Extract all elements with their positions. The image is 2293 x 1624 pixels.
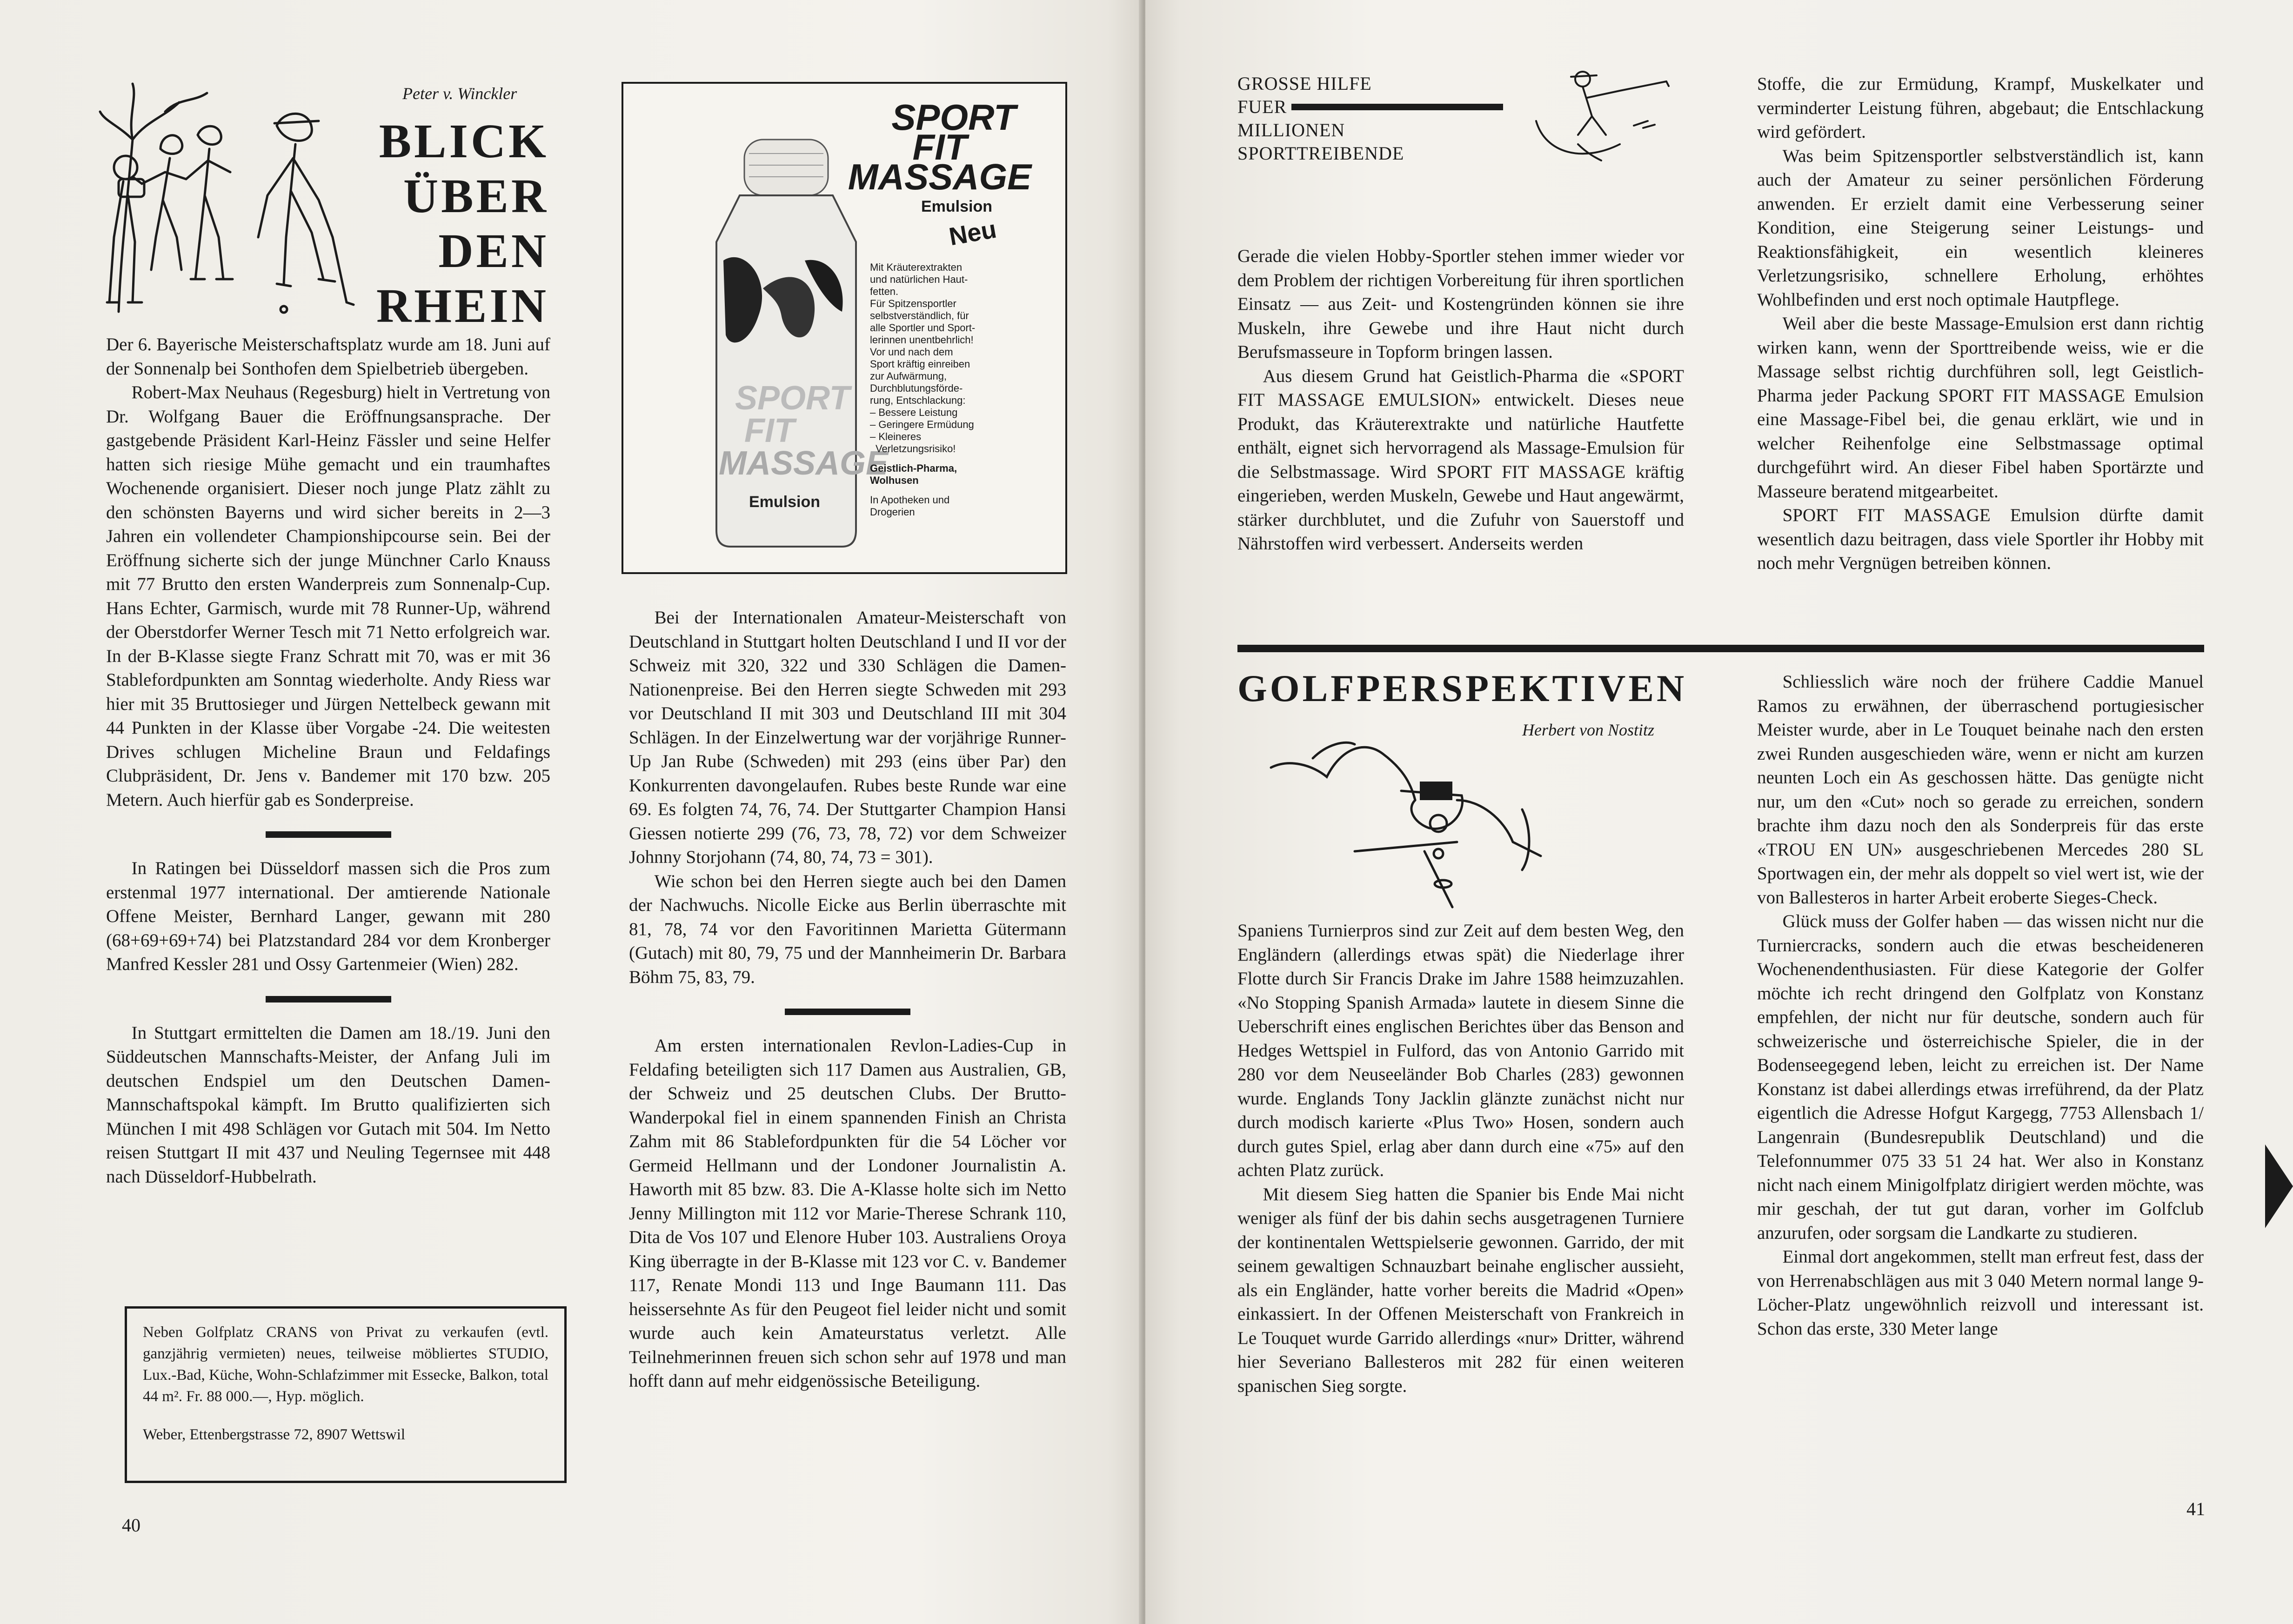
ad-body-line: rung, Entschlackung: (870, 394, 966, 406)
ad-company-line: Wolhusen (870, 475, 919, 486)
bottle-label-fit: FIT (744, 412, 795, 449)
article-author: Peter v. Winckler (402, 84, 517, 103)
golfers-cartoon-illustration (100, 84, 361, 316)
article-title (358, 114, 549, 334)
top-article-column-1 (1237, 244, 1684, 556)
heading-line: SPORTTREIBENDE (1237, 143, 1404, 164)
article-paragraph: Was beim Spitzensportler selbstverständlich ist, kann auch der Amateur zu seiner persönlichen Förderung anwenden. Er erzielt damit eine Verbesserung seiner Kondition, eine Steigerung seiner Leistungs- und Reaktionsfähigkeit, ein wesentlich kleineres Verletzungsrisiko, schnellere Erholung, erhöhtes Wohlbefinden und erst noch optimale Hautpflege. (1757, 146, 2204, 310)
ad-availability-line: Drogerien (870, 506, 915, 518)
fallen-golfer-cartoon (1262, 730, 1587, 916)
bottom-article-column-1 (1237, 919, 1684, 1398)
heading-line-text: FUER (1237, 96, 1287, 117)
ad-availability-line: In Apotheken und (870, 494, 950, 506)
classified-ad (125, 1306, 567, 1483)
top-article-column-2 (1757, 72, 2204, 575)
article-paragraph: Stoffe, die zur Ermüdung, Krampf, Muskelkater und verminderter Leistung führen, abgebaut; die Entschlackung wird gefördert. (1757, 74, 2204, 142)
article-paragraph: Bei der Internationalen Amateur-Meisterschaft von Deutschland in Stuttgart holten Deutschland I und II vor der Schweiz mit 320, 322 und 330 Schlägen die Damen-Nationenpreise. Bei den Herren siegte Schweden mit 293 vor Deutschland II mit 303 und Deutschland III mit 304 Schlägen. In der Einzelwertung war der vorjährige Runner-Up Jan Rube (Schweden) mit 293 (eins über Par) den Konkurrenten davongelaufen. Rubes beste Runde war eine 69. Es folgten 74, 76, 74. Der Stuttgarter Champion Hansi Giessen notierte 299 (76, 73, 78, 72) vor dem Schweizer Johnny Storjohann (74, 80, 74, 73 = 301). (629, 608, 1066, 867)
ad-subtitle: Emulsion (921, 198, 993, 215)
ad-body-line: und natürlichen Haut- (870, 274, 968, 285)
page-number: 41 (2186, 1498, 2205, 1519)
ad-body-line: Vor und nach dem (870, 346, 953, 358)
ad-brand-line: MASSAGE (848, 156, 1032, 197)
ad-body-line: Sport kräftig einreiben (870, 358, 970, 370)
page-number: 40 (122, 1515, 140, 1536)
article-paragraph: Der 6. Bayerische Meisterschaftsplatz wurde am 18. Juni auf der Sonnenalp bei Sonthofen dem Spielbetrieb übergeben. (106, 334, 550, 379)
top-article-heading (1237, 72, 1503, 165)
bottle-label-sport: SPORT (735, 380, 850, 417)
title-line-2: ÜBER (403, 169, 549, 223)
classified-contact: Weber, Ettenbergstrasse 72, 8907 Wettswil (143, 1426, 406, 1443)
article-paragraph: Wie schon bei den Herren siegte auch bei den Damen der Nachwuchs. Nicolle Eicke aus Berlin überraschte mit 81, 78, 74 vor den Favoritinnen Marietta Gütermann (Gutach) mit 80, 79, 75 und der Mannheimerin Dr. Barbara Böhm 75, 83, 79. (629, 871, 1066, 987)
ad-body-line: – Geringere Ermüdung (870, 419, 974, 430)
ad-body-line: Durchblutungsförde- (870, 382, 963, 394)
article-paragraph: Aus diesem Grund hat Geistlich-Pharma die «SPORT FIT MASSAGE EMULSION» entwickelt. Dieses neue Produkt, das Kräuterextrakte und natürliche Hautfette enthält, eignet sich hervorragend als Massage-Emulsion für die Selbstmassage. Wird SPORT FIT MASSAGE kräftig eingerieben, werden Muskeln, Gewebe und Haut angewärmt, stärker durchblutet, und die Zufuhr von Sauerstoff und Nährstoffen wird verbessert. Anderseits werden (1237, 366, 1684, 554)
article-column-1 (106, 333, 550, 1189)
section-divider (785, 1009, 910, 1015)
heading-rule (1291, 104, 1503, 110)
left-page (0, 0, 1142, 1624)
article-paragraph: Am ersten internationalen Revlon-Ladies-Cup in Feldafing beteiligten sich 117 Damen aus Australien, GB, der Schweiz und 25 deutschen Clubs. Der Brutto-Wanderpokal fiel in einem spannenden Finish an Christa Zahm mit 86 Stablefordpunkten für die 54 Löcher vor Germeid Hellmann und der Londoner Journalistin A. Haworth mit 85 bzw. 83. Die A-Klasse holte sich im Netto Jenny Millington mit 112 vor Marie-Therese Schrank 110, Dita de Vos 107 und Elenore Huber 103. Australiens Oroya King überragte in der B-Klasse mit 123 vor C. v. Bandemer 117, Renate Mondi 113 und Inge Baumann 111. Das heissersehnte As für den Peugeot fiel leider nicht und somit wurde auch kein Amateurstatus verletzt. Alle Teilnehmerinnen freuen sich schon sehr auf 1978 und man hofft dann auf mehr eidgenössische Beteiligung. (629, 1036, 1066, 1391)
section-rule (1237, 645, 2204, 652)
ad-body-line: Mit Kräuterextrakten (870, 261, 963, 273)
article-column-2 (629, 606, 1066, 1393)
right-page (1145, 0, 2293, 1624)
article-paragraph: Mit diesem Sieg hatten die Spanier bis Ende Mai nicht weniger als fünf der bis dahin sechs ausgetragenen Turniere der kontinentalen Wettspielserie gewonnen. Garrido, der mit seinem gewaltigen Schnauzbart beinahe englischer aussieht, als ein Engländer, hatte vorher bereits die Madrid «Open» einkassiert. In der Offenen Meisterschaft von Frankreich in Le Touquet wurde Garrido allerdings «nur» Dritter, während hier Severiano Ballesteros mit 282 für einen weiteren spanischen Sieg sorgte. (1237, 1184, 1684, 1396)
title-line-4: RHEIN (376, 279, 549, 333)
bottle-label-massage: MASSAGE (719, 445, 889, 482)
ad-brand-line: FIT (912, 127, 967, 167)
classified-text: Neben Golfplatz CRANS von Privat zu verkaufen (evtl. ganzjährig vermieten) neues, teilweise möbliertes STUDIO, Lux.-Bad, Küche, Wohn-Schlafzimmer mit Essecke, Balkon, total 44 m². Fr. 88 000.—, Hyp. möglich. (143, 1324, 548, 1405)
ad-body-line: Verletzungsrisiko! (876, 443, 956, 454)
bottle-label-emulsion: Emulsion (749, 493, 821, 511)
golfperspektiven-title: GOLFPERSPEKTIVEN (1237, 667, 1687, 709)
ad-company-line: Geistlich-Pharma, (870, 462, 957, 474)
golfperspektiven-author: Herbert von Nostitz (1522, 721, 1654, 739)
bottom-article-column-2 (1757, 670, 2204, 1341)
golfer-swing-icon (1527, 65, 1680, 167)
title-line-1: BLICK (379, 114, 549, 168)
article-paragraph: Gerade die vielen Hobby-Sportler stehen immer wieder vor dem Problem der richtigen Vorbereitung für ihren sportlichen Einsatz — aus Zeit- und Kostengründen können sie ihre Muskeln, ihre Gewebe und ihre Haut nicht durch Berufsmasseure in Topform bringen lassen. (1237, 246, 1684, 362)
ad-body-line: lerinnen unentbehrlich! (870, 334, 974, 346)
ad-brand (842, 97, 1037, 197)
section-divider (266, 831, 391, 838)
heading-line (1237, 95, 1503, 119)
ad-body-line: alle Sportler und Sport- (870, 322, 976, 334)
section-divider (266, 996, 391, 1002)
heading-line: MILLIONEN (1237, 120, 1345, 140)
title-line-3: DEN (438, 224, 549, 278)
next-page-arrow-icon (2265, 1144, 2293, 1228)
ad-brand-line: SPORT (891, 97, 1016, 138)
sport-fit-massage-advertisement (622, 82, 1067, 574)
article-paragraph: Weil aber die beste Massage-Emulsion erst dann richtig wirken kann, wenn der Sporttreibende weiss, wie er die Massage selbst richtig durchführen soll, legt Geistlich-Pharma jeder Packung SPORT FIT MASSAGE Emulsion eine Massage-Fibel bei, die genau erklärt, wie und in welcher Reihenfolge eine Selbstmassage optimal durchgeführt wird. An dieser Fibel haben Sportärzte und Masseure beratend mitgearbeitet. (1757, 314, 2204, 501)
article-paragraph: Schliesslich wäre noch der frühere Caddie Manuel Ramos zu erwähnen, der überraschend portugiesischer Meister wurde, aber in Le Touquet beinahe nach den ersten zwei Runden ausgeschieden wäre, wenn er nicht am kurzen neunten Loch ein As geschossen hätte. Das genügte nicht nur, um den «Cut» noch so gerade zu erreichen, sondern brachte ihm dazu noch den als Sonderpreis für das erste «TROU EN UN» ausgeschriebenen Mercedes 280 SL Sportwagen ein, der mehr als doppelt so viel wert ist, wie der von Ballesteros in harter Arbeit eroberte Sieges-Check. (1757, 672, 2204, 908)
article-paragraph: Spaniens Turnierpros sind zur Zeit auf dem besten Weg, den Engländern (allerdings etwas spät) die Niederlage ihrer Flotte durch Sir Francis Drake im Jahre 1588 heimzuzahlen. «No Stopping Spanish Armada» lautete in diesem Sinne die Ueberschrift eines englischen Berichtes über das Benson and Hedges Wettspiel in Fulford, das von Antonio Garrido mit 280 vor dem Neuseeländer Bob Charles (283) gewonnen wurde. Englands Tony Jacklin glänzte zunächst nicht nur durch modisch karierte «Plus Two» Hosen, sondern auch durch gutes Spiel, erlag aber dann durch eine «75» auf den achten Platz zurück. (1237, 921, 1684, 1180)
ad-body-line: – Bessere Leistung (870, 407, 958, 418)
article-paragraph: Robert-Max Neuhaus (Regesburg) hielt in Vertretung von Dr. Wolfgang Bauer die Eröffnungsansprache. Der gastgebende Präsident Karl-Heinz Fässler und seine Helfer hatten sich riesige Mühe gemacht und ein traumhaftes Wochenende organisiert. Dieser noch junge Platz zählt zu den schönsten Bayerns und wird sicher bereits in 2—3 Jahren ein vollendeter Championshipcourse sein. Bei der Eröffnung sicherte sich der junge Münchner Carlo Knauss mit 77 Brutto den ersten Wanderpreis zum Sonnenalp-Cup. Hans Echter, Garmisch, wurde mit 78 Runner-Up, während der Oberstdorfer Werner Tesch mit 71 Netto erfolgreich war. In der B-Klasse siegte Franz Schratt mit 70, was er mit 36 Stablefordpunkten am Sonntag wiederholte. Andy Riess war hier mit 35 Bruttosieger und Jürgen Nettelbeck gewann mit 44 Punkten in der Klasse über Vorgabe -24. Die weitesten Drives schlugen Micheline Braun und Feldafings Clubpräsident, Dr. Jens v. Bandemer mit 170 bzw. 205 Metern. Auch hierfür gab es Sonderpreise. (106, 382, 550, 810)
article-paragraph: Glück muss der Golfer haben — das wissen nicht nur die Turniercracks, sondern auch die etwas bescheideneren Wochenendenthusiasten. Für diese Kategorie der Golfer möchte ich recht dringend den Golfplatz von Konstanz empfehlen, der nicht nur für deutsche, sondern auch für schweizerische und österreichische Spieler, die in der Bodenseegegend leben, leicht zu erreichen ist. Der Name Konstanz ist dabei allerdings etwas irreführend, da der Platz eigentlich die Adresse Hofgut Kargegg, 7753 Allensbach 1/ Langenrain (Bundesrepublik Deutschland) und die Telefonnummer 075 33 51 24 hat. Wer also in Konstanz nicht nach einem Minigolfplatz dirigiert werden möchte, was mir geschah, der tut gut daran, vorher im Golfclub anzurufen, oder sorgsam die Landkarte zu studieren. (1757, 911, 2204, 1243)
ad-body-line: – Kleineres (870, 431, 922, 442)
ad-body-line: fetten. (870, 286, 899, 297)
ad-body-text (870, 261, 991, 518)
ad-new-badge: Neu (947, 215, 999, 251)
ad-body-line: zur Aufwärmung, (870, 370, 947, 382)
article-paragraph: Einmal dort angekommen, stellt man erfreut fest, dass der von Herrenabschlägen aus mit 3 040 Metern normal lange 9-Löcher-Platz ungewöhnlich reizvoll und interessant ist. Schon das erste, 330 Meter lange (1757, 1247, 2204, 1339)
article-paragraph: SPORT FIT MASSAGE Emulsion dürfte damit wesentlich dazu beitragen, dass viele Sportler ihr Hobby mit noch mehr Vergnügen betreiben können. (1757, 505, 2204, 573)
ad-body-line: selbstverständlich, für (870, 310, 969, 321)
article-paragraph: In Ratingen bei Düsseldorf massen sich die Pros zum erstenmal 1977 international. Der amtierende Nationale Offene Meister, Bernhard Langer, gewann mit 280 (68+69+69+74) bei Platzstandard 284 vor dem Kronberger Manfred Kessler 281 und Ossy Gartenmeier (Wien) 282. (106, 858, 550, 974)
heading-line: GROSSE HILFE (1237, 73, 1372, 94)
article-paragraph: In Stuttgart ermittelten die Damen am 18./19. Juni den Süddeutschen Mannschafts-Meister, der Anfang Juli im deutschen Endspiel um den Deutschen Damen-Mannschaftspokal kämpft. Im Brutto qualifizierten sich München I mit 498 Schlägen vor Gutach mit 504. Im Netto reisen Stuttgart II mit 437 und Neuling Tegernsee mit 448 nach Düsseldorf-Hubbelrath. (106, 1023, 550, 1187)
ad-body-line: Für Spitzensportler (870, 298, 956, 309)
